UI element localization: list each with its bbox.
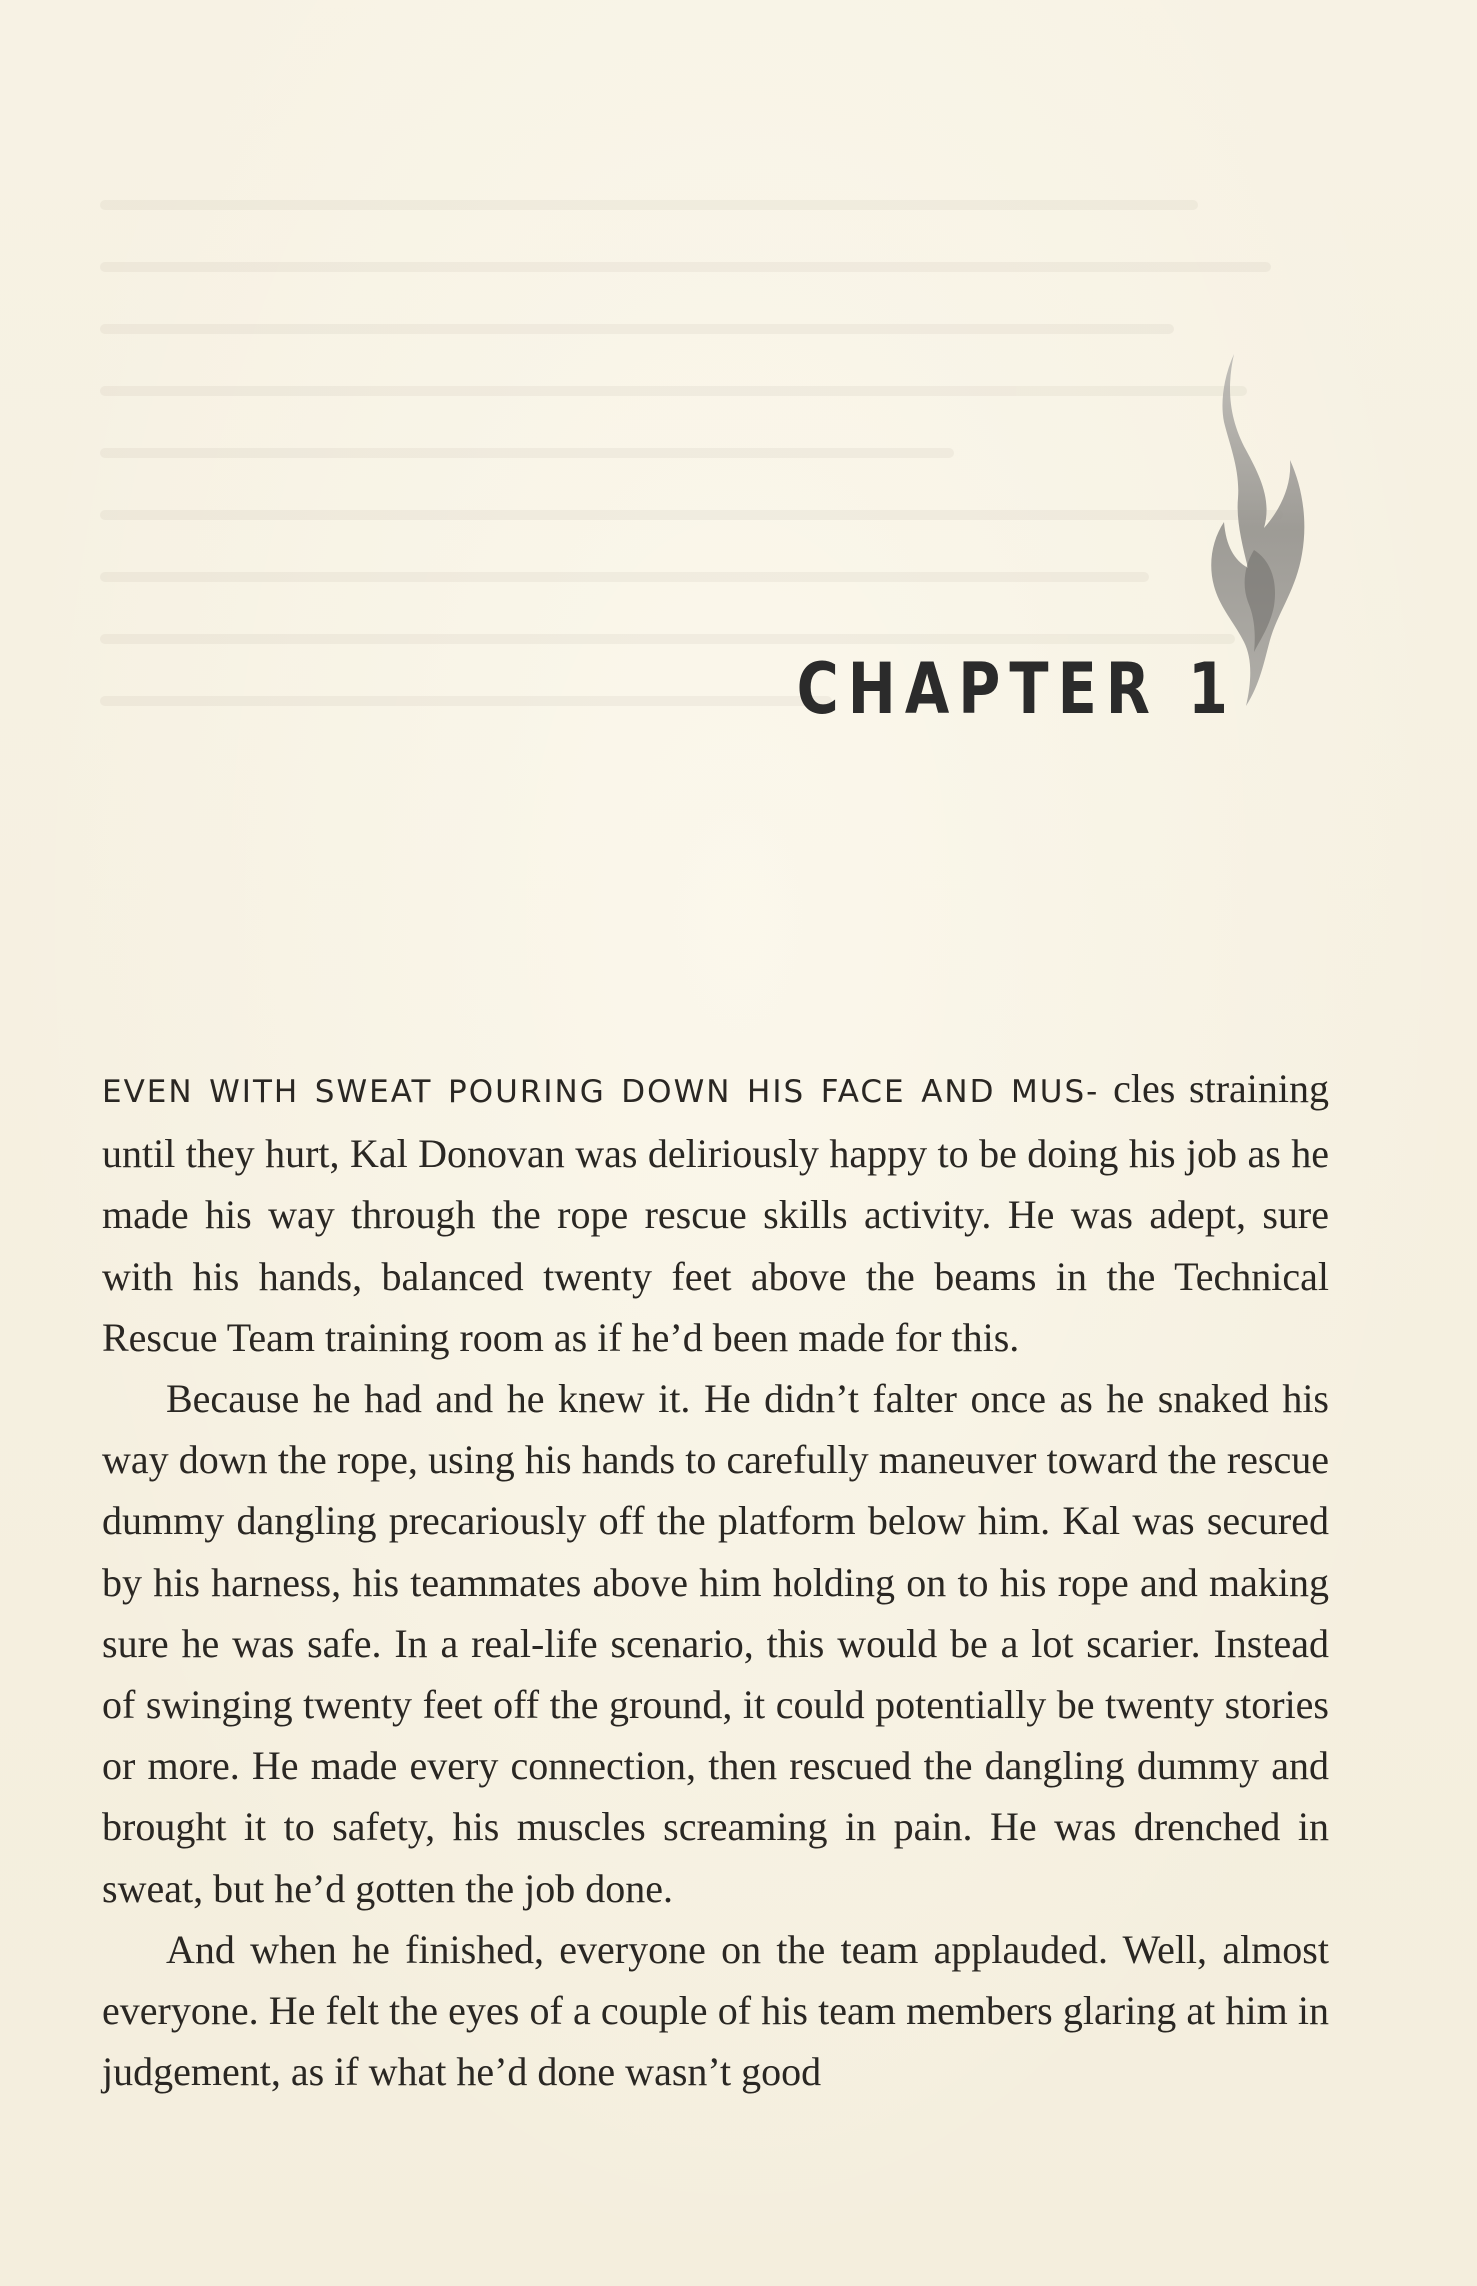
paragraph-1-text: cles straining until they hurt, Kal Donovan was deliriously happy to be doing his job as he made his way through the rope rescue skills activity. He was adept, sure with his hands, balanced twenty feet above the beams in the Technical Rescue Team training room as if he’d been made for this. xyxy=(102,1066,1330,1360)
paragraph-2: Because he had and he knew it. He didn’t falter once as he snaked his way down the rope, using his hands to carefully maneuver toward the rescue dummy dangling precariously off the platform below him. Kal was secured by his harness, his teammates above him holding on to his rope and making sure he was safe. In a real-life scenario, this would be a lot scarier. Instead of swinging twenty feet off the ground, it could potentially be twenty stories or more. He made every connection, then rescued the dangling dummy and brought it to safety, his muscles screaming in pain. He was drenched in sweat, but he’d gotten the job done. xyxy=(102,1376,1329,1911)
show-through-text xyxy=(100,200,1320,1040)
lead-in-text: EVEN WITH SWEAT POURING DOWN HIS FACE AND MUS- xyxy=(102,1074,1100,1110)
paragraph-3: And when he finished, everyone on the team applauded. Well, almost everyone. He felt the eyes of a couple of his team members glaring at him in judgement, as if what he’d done wasn’t good xyxy=(102,1926,1329,2095)
paragraph-1 xyxy=(102,1058,1329,1368)
chapter-body xyxy=(102,1058,1329,2102)
chapter-heading: CHAPTER 1 xyxy=(796,648,1237,730)
